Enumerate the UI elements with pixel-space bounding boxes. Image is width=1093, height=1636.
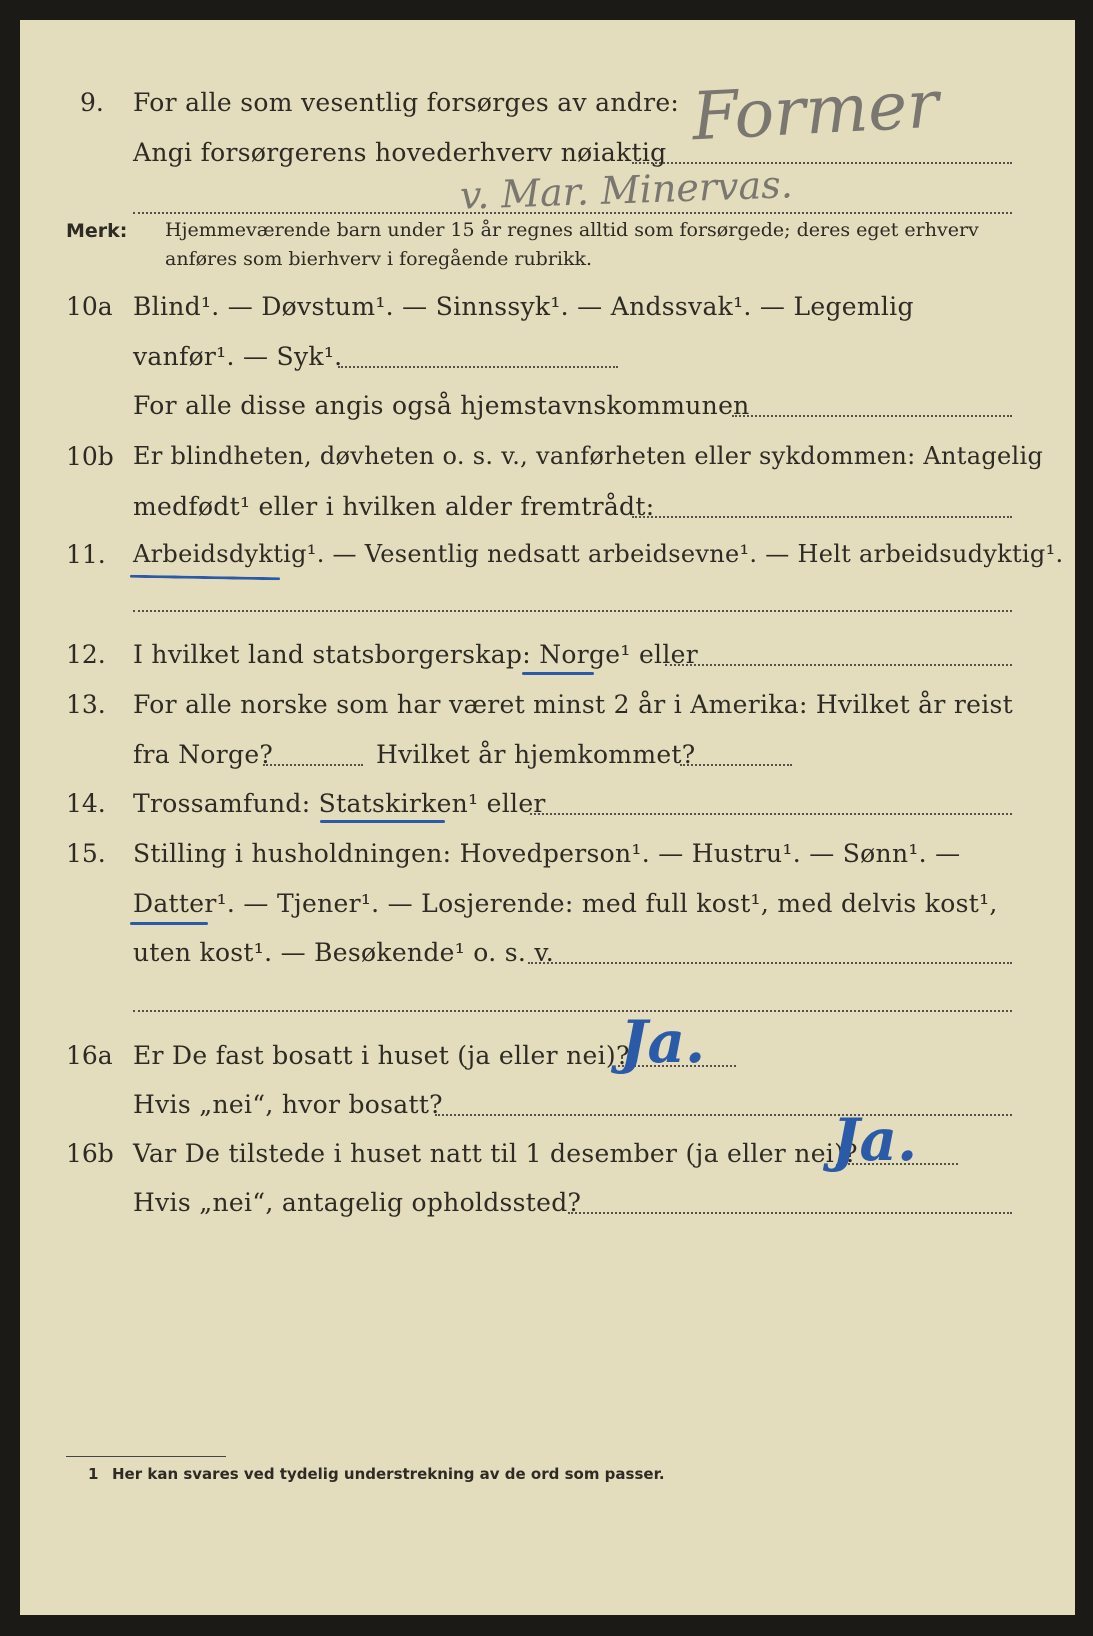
q16a-line1: Er De fast bosatt i huset (ja eller nei)? (133, 1041, 630, 1070)
q14-line1: Trossamfund: Statskirken¹ eller (133, 789, 546, 818)
q13-line1: For alle norske som har været minst 2 år i Amerika: Hvilket år reist (133, 690, 1014, 719)
q14-underline-mark (320, 820, 445, 823)
question-number: 12. (66, 640, 106, 669)
q15-line3: uten kost¹. — Besøkende¹ o. s. v. (133, 938, 555, 967)
q10a-answer-line[interactable] (338, 366, 618, 368)
q9-pencil-answer-1: Former (690, 65, 941, 156)
q15-line2: Datter¹. — Tjener¹. — Losjerende: med full kost¹, med delvis kost¹, (133, 889, 998, 918)
q12-underline-mark (522, 672, 594, 675)
q15-answer-line2[interactable] (133, 1010, 1012, 1012)
q13-line2b: Hvilket år hjemkommet? (376, 740, 696, 769)
question-number: 16a (66, 1041, 113, 1070)
question-number: 14. (66, 789, 106, 818)
footnote-rule (66, 1456, 226, 1457)
q13-line2a: fra Norge? (133, 740, 274, 769)
note-text: Hjemmeværende barn under 15 år regnes alltid som forsørgede; deres eget erhverv anføres som bierhverv i foregående rubrikk. (165, 219, 979, 270)
census-form-page (20, 20, 1075, 1615)
q10a-line3: For alle disse angis også hjemstavnskommunen (133, 391, 750, 420)
q9-pencil-answer-2: v. Mar. Minervas. (459, 162, 794, 218)
q16a-line2: Hvis „nei“, hvor bosatt? (133, 1090, 443, 1119)
q10a-hometown-line[interactable] (732, 415, 1012, 417)
q10b-answer-line[interactable] (632, 516, 1012, 518)
q10b-line2: medfødt¹ eller i hvilken alder fremtrådt: (133, 492, 655, 521)
footnote-mark: 1 (88, 1465, 99, 1483)
q15-line1: Stilling i husholdningen: Hovedperson¹. — Hustru¹. — Sønn¹. — (133, 839, 961, 868)
q16a-ink-answer: Ja. (620, 1008, 706, 1076)
q15-underline-mark (130, 922, 208, 925)
q11-underline-mark (130, 575, 280, 581)
note-label: Merk: (66, 220, 128, 242)
question-number: 10a (66, 292, 113, 321)
q16b-line2: Hvis „nei“, antagelig opholdssted? (133, 1188, 582, 1217)
q16a-residence-line[interactable] (435, 1114, 1012, 1116)
question-number: 9. (80, 88, 104, 117)
q16b-whereabouts-line[interactable] (568, 1212, 1012, 1214)
q9-answer-line1[interactable] (632, 162, 1012, 164)
question-number: 15. (66, 839, 106, 868)
q10b-line1: Er blindheten, døvheten o. s. v., vanførheten eller sykdommen: Antagelig (133, 442, 1044, 470)
question-number: 10b (66, 442, 114, 471)
q10a-line1: Blind¹. — Døvstum¹. — Sinnssyk¹. — Andssvak¹. — Legemlig (133, 292, 914, 321)
q16b-line1: Var De tilstede i huset natt til 1 desember (ja eller nei)? (133, 1139, 858, 1168)
q12-answer-line[interactable] (665, 664, 1012, 666)
q12-line1: I hvilket land statsborgerskap: Norge¹ eller (133, 640, 698, 669)
question-number: 11. (66, 540, 106, 569)
q11-answer-line[interactable] (133, 610, 1012, 612)
q10a-line2: vanfør¹. — Syk¹. (133, 342, 343, 371)
q15-answer-line[interactable] (528, 962, 1012, 964)
footnote-text: Her kan svares ved tydelig understrekning av de ord som passer. (112, 1465, 665, 1483)
q9-line1: For alle som vesentlig forsørges av andre: (133, 88, 680, 117)
q13-year-returned-line[interactable] (680, 764, 792, 766)
q14-answer-line[interactable] (530, 813, 1012, 815)
q16b-ink-answer: Ja. (832, 1106, 918, 1174)
q11-line1: Arbeidsdyktig¹. — Vesentlig nedsatt arbeidsevne¹. — Helt arbeidsudyktig¹. (133, 540, 1064, 568)
q13-year-left-line[interactable] (263, 764, 363, 766)
q9-line2: Angi forsørgerens hovederhverv nøiaktig (133, 138, 667, 167)
question-number: 13. (66, 690, 106, 719)
question-number: 16b (66, 1139, 114, 1168)
